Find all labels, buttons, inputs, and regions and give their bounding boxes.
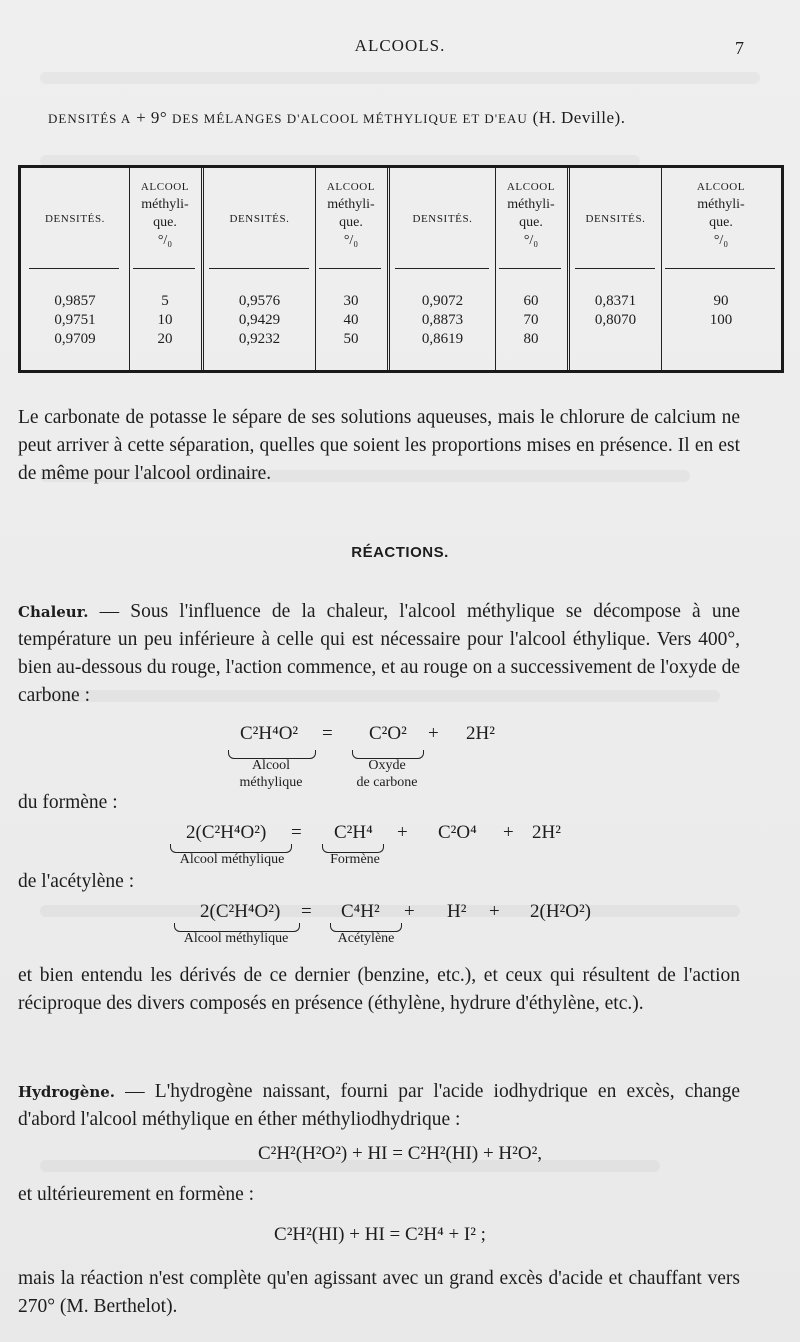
- table-cell: 5: [161, 293, 169, 309]
- eq3-lhs: 2(C²H⁴O²): [200, 901, 281, 922]
- header-line: ALCOOL: [326, 181, 376, 193]
- table-cell: 60: [523, 293, 539, 309]
- eq3-t2: H²: [447, 901, 467, 922]
- header-rule: [319, 268, 381, 269]
- eq3-label-acetylene: Acétylène: [337, 931, 395, 946]
- paragraph-derives: et bien entendu les dérivés de ce dernier (benzine, etc.), et ceux qui résultent de l'action réciproque des divers composés en présence (éthylène, hydrure d'éthylène, etc.).: [18, 965, 740, 1014]
- table-cell: 0,9232: [238, 331, 281, 347]
- eq2-t2: C²O⁴: [438, 822, 477, 843]
- table-title-source: (H. Deville).: [532, 108, 626, 127]
- paragraph-chaleur: [18, 598, 740, 710]
- table-cell: 0,8070: [594, 312, 637, 328]
- table-cell: 40: [343, 312, 359, 328]
- label-line: de carbone: [356, 775, 418, 790]
- bleed-through: [40, 72, 760, 84]
- table-cell: 0,9857: [54, 293, 96, 309]
- paragraph-carbonate: Le carbonate de potasse le sépare de ses solutions aqueuses, mais le chlorure de calcium ne peut arriver à cette séparation, quelles que soient les proportions mises en présence. Il en est de même pour l'alcool ordinaire.: [18, 407, 740, 484]
- eq2-t1: C²H⁴: [334, 822, 373, 843]
- header-line: ALCOOL: [506, 181, 556, 193]
- table-title-prefix: DENSITÉS A: [48, 111, 132, 126]
- table-cell: 30: [343, 293, 359, 309]
- table-cell: 10: [157, 312, 173, 328]
- eq2-label-alcool: Alcool méthylique: [179, 852, 285, 867]
- header-rule: [395, 268, 489, 269]
- table-cell: 0,9576: [238, 293, 281, 309]
- table-cell: 0,8371: [594, 293, 637, 309]
- eq2-op: =: [291, 822, 302, 843]
- header-line: méthyli-: [507, 197, 555, 212]
- eq2-plus1: +: [397, 822, 408, 843]
- bleed-through: [40, 905, 740, 917]
- label-line: méthylique: [239, 775, 303, 790]
- paragraph-hydrogene: [18, 1078, 740, 1134]
- column-rule: [567, 168, 570, 370]
- eq3-op: =: [301, 901, 312, 922]
- header-line: méthyli-: [327, 197, 375, 212]
- eq3-t3: 2(H²O²): [530, 901, 591, 922]
- header-densites: DENSITÉS.: [229, 213, 290, 225]
- header-line: que.: [153, 215, 177, 230]
- eq3-t1: C⁴H²: [341, 901, 380, 922]
- paragraph-final: mais la réaction n'est complète qu'en agissant avec un grand excès d'acide et chauffant vers 270° (M. Berthelot).: [18, 1268, 740, 1317]
- header-rule: [499, 268, 561, 269]
- table-title-mid: DES MÉLANGES D'ALCOOL MÉTHYLIQUE ET D'EAU: [171, 111, 528, 126]
- eq5: C²H²(HI) + HI = C²H⁴ + I² ;: [274, 1224, 486, 1245]
- header-line: ALCOOL: [140, 181, 190, 193]
- header-alcool: [495, 178, 567, 250]
- table-cell: 80: [523, 331, 539, 347]
- table-cell: 0,9072: [421, 293, 464, 309]
- eq4: C²H²(H²O²) + HI = C²H²(HI) + H²O²,: [257, 1143, 543, 1164]
- density-table: [18, 165, 784, 373]
- header-rule: [665, 268, 775, 269]
- table-title-temp: + 9°: [136, 108, 172, 127]
- eq2-label-formene: Formène: [330, 852, 380, 867]
- eq2-plus2: +: [503, 822, 514, 843]
- header-rule: [209, 268, 309, 269]
- hydrogene-lead: Hydrogène.: [18, 1083, 115, 1101]
- header-densites: DENSITÉS.: [44, 213, 106, 225]
- header-rule: [29, 268, 119, 269]
- header-line: °/₀: [713, 233, 729, 248]
- header-line: méthyli-: [697, 197, 745, 212]
- chaleur-lead: Chaleur.: [18, 603, 89, 621]
- header-rule: [575, 268, 655, 269]
- header-line: que.: [709, 215, 733, 230]
- header-line: que.: [339, 215, 363, 230]
- eq1-plus: +: [428, 723, 439, 744]
- eq3-label-alcool: Alcool méthylique: [183, 931, 289, 946]
- running-title: ALCOOLS.: [354, 36, 446, 55]
- header-line: °/₀: [343, 233, 359, 248]
- hydrogene-text: — L'hydrogène naissant, fourni par l'acide iodhydrique en excès, change d'abord l'alcool méthylique en éther méthyliodhydrique :: [18, 1081, 740, 1130]
- eq1-rhs1: C²O²: [369, 723, 407, 744]
- table-cell: 0,9429: [238, 312, 281, 328]
- eq1-label-oxyde: [325, 757, 449, 791]
- header-densites: DENSITÉS.: [412, 213, 473, 225]
- table-cell: 20: [157, 331, 173, 347]
- eq3-plus2: +: [489, 901, 500, 922]
- table-cell: 0,8873: [421, 312, 464, 328]
- table-cell: 90: [713, 293, 729, 309]
- text-ulterieur: et ultérieurement en formène :: [18, 1184, 255, 1205]
- table-cell: 50: [343, 331, 359, 347]
- header-alcool: [129, 178, 201, 250]
- text-acetylene: de l'acétylène :: [18, 871, 135, 892]
- header-line: °/₀: [157, 233, 173, 248]
- header-densites: DENSITÉS.: [585, 213, 646, 225]
- eq3-plus1: +: [404, 901, 415, 922]
- table-cell: 70: [523, 312, 539, 328]
- eq2-t3: 2H²: [532, 822, 561, 843]
- header-alcool: [661, 178, 781, 250]
- label-line: Alcool: [251, 758, 291, 773]
- table-cell: 0,9709: [54, 331, 96, 347]
- chaleur-text: — Sous l'influence de la chaleur, l'alcool méthylique se décompose à une température un peu inférieure à celle qui est nécessaire pour l'alcool éthylique. Vers 400°, bien au-dessous du rouge, l'action commence, et au rouge on a successivement de l'oxyde de carbone :: [18, 601, 740, 706]
- eq1-rhs2: 2H²: [466, 723, 495, 744]
- header-line: méthyli-: [141, 197, 189, 212]
- table-cell: 0,8619: [421, 331, 464, 347]
- label-line: Oxyde: [368, 758, 406, 773]
- eq1-lhs: C²H⁴O²: [240, 723, 299, 744]
- header-line: °/₀: [523, 233, 539, 248]
- table-title: [48, 108, 768, 128]
- table-cell: 100: [709, 312, 733, 328]
- header-line: que.: [519, 215, 543, 230]
- eq1-op: =: [322, 723, 333, 744]
- header-line: ALCOOL: [696, 181, 746, 193]
- eq2-lhs: 2(C²H⁴O²): [186, 822, 267, 843]
- text-formene: du formène :: [18, 792, 118, 813]
- table-cell: 0,9751: [54, 312, 96, 328]
- header-rule: [133, 268, 195, 269]
- page-number: 7: [735, 38, 744, 58]
- section-title: RÉACTIONS.: [351, 544, 449, 561]
- header-alcool: [315, 178, 387, 250]
- eq1-label-alcool: [212, 757, 330, 791]
